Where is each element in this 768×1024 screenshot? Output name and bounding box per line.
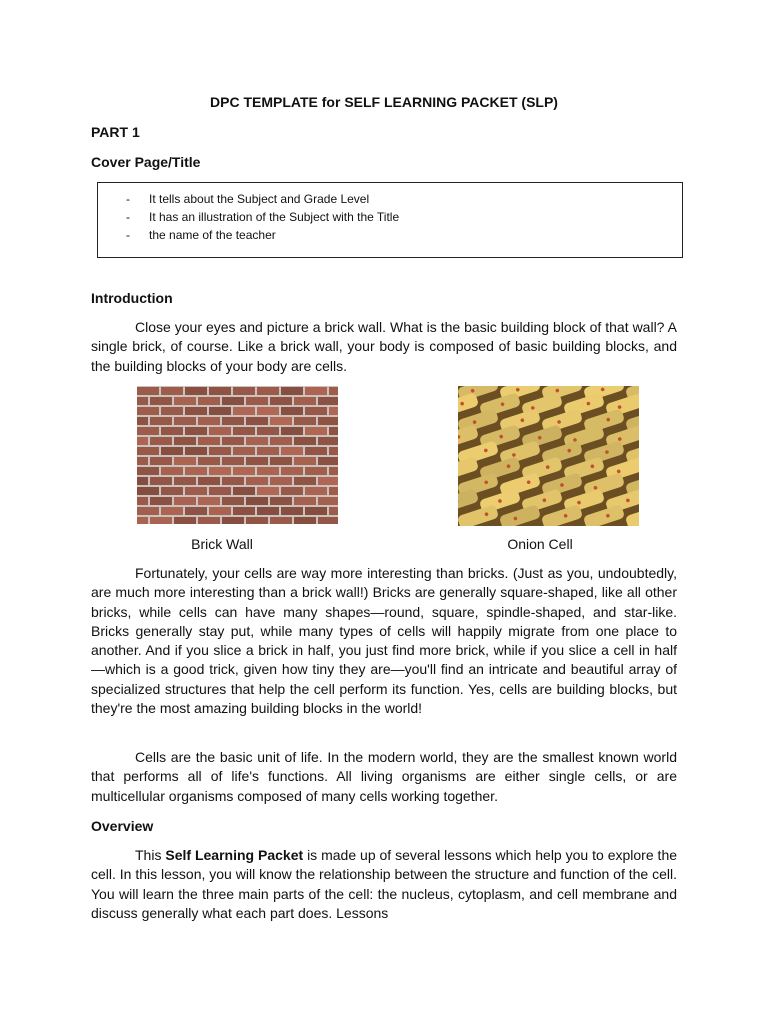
list-item: - the name of the teacher	[126, 226, 682, 244]
list-item: - It has an illustration of the Subject with the Title	[126, 208, 682, 226]
body-paragraph-fortunately: Fortunately, your cells are way more interesting than bricks. (Just as you, undoubtedly, are much more interesting than a brick wall!) Bricks are generally square-shaped, like all other bricks, while cells can have many shapes—round, square, spindle-shaped, and star-like. Bricks generally stay put, while many types of cells will happily migrate from one place to another. And if you slice a brick in half, you just find more brick, while if you slice a cell in half—which is a good trick, given how tiny they are—you'll find an intricate and beautiful array of specialized structures that help the cell perform its function. Yes, cells are building blocks, but they're the most amazing building blocks in the world!	[91, 565, 677, 717]
part-heading: PART 1	[91, 124, 140, 140]
brick-wall-caption: Brick Wall	[191, 536, 253, 552]
document-title: DPC TEMPLATE for SELF LEARNING PACKET (SLP)	[210, 94, 558, 110]
overview-heading: Overview	[91, 818, 154, 834]
brick-wall-illustration	[137, 386, 338, 524]
introduction-paragraph: Close your eyes and picture a brick wall. What is the basic building block of that wall? A single brick, of course. Like a brick wall, your body is composed of basic building blocks, and the building blocks of your body are cells.	[91, 319, 677, 374]
cover-item-list	[126, 190, 682, 244]
list-item: - It tells about the Subject and Grade Level	[126, 190, 682, 208]
overview-paragraph	[91, 846, 677, 923]
overview-rest: is made up of several lessons which help you to explore the cell. In this lesson, you will know the relationship between the structure and function of the cell. You will learn the three main parts of the cell: the nucleus, cytoplasm, and cell membrane and discuss generally what each part does. Lessons	[91, 847, 678, 921]
brick-wall-image	[137, 386, 338, 524]
onion-cell-illustration	[458, 386, 639, 526]
overview-prefix: This	[135, 847, 166, 863]
cover-page-heading: Cover Page/Title	[91, 154, 201, 170]
cover-page-box	[97, 182, 683, 258]
introduction-heading: Introduction	[91, 290, 173, 306]
overview-bold-term: Self Learning Packet	[165, 847, 304, 863]
onion-cell-image	[458, 386, 639, 526]
body-paragraph-cells-basic-unit: Cells are the basic unit of life. In the modern world, they are the smallest known world that performs all of life's functions. All living organisms are either single cells, or are multicellular organisms composed of many cells working together.	[91, 749, 677, 804]
onion-cell-caption: Onion Cell	[507, 536, 573, 552]
